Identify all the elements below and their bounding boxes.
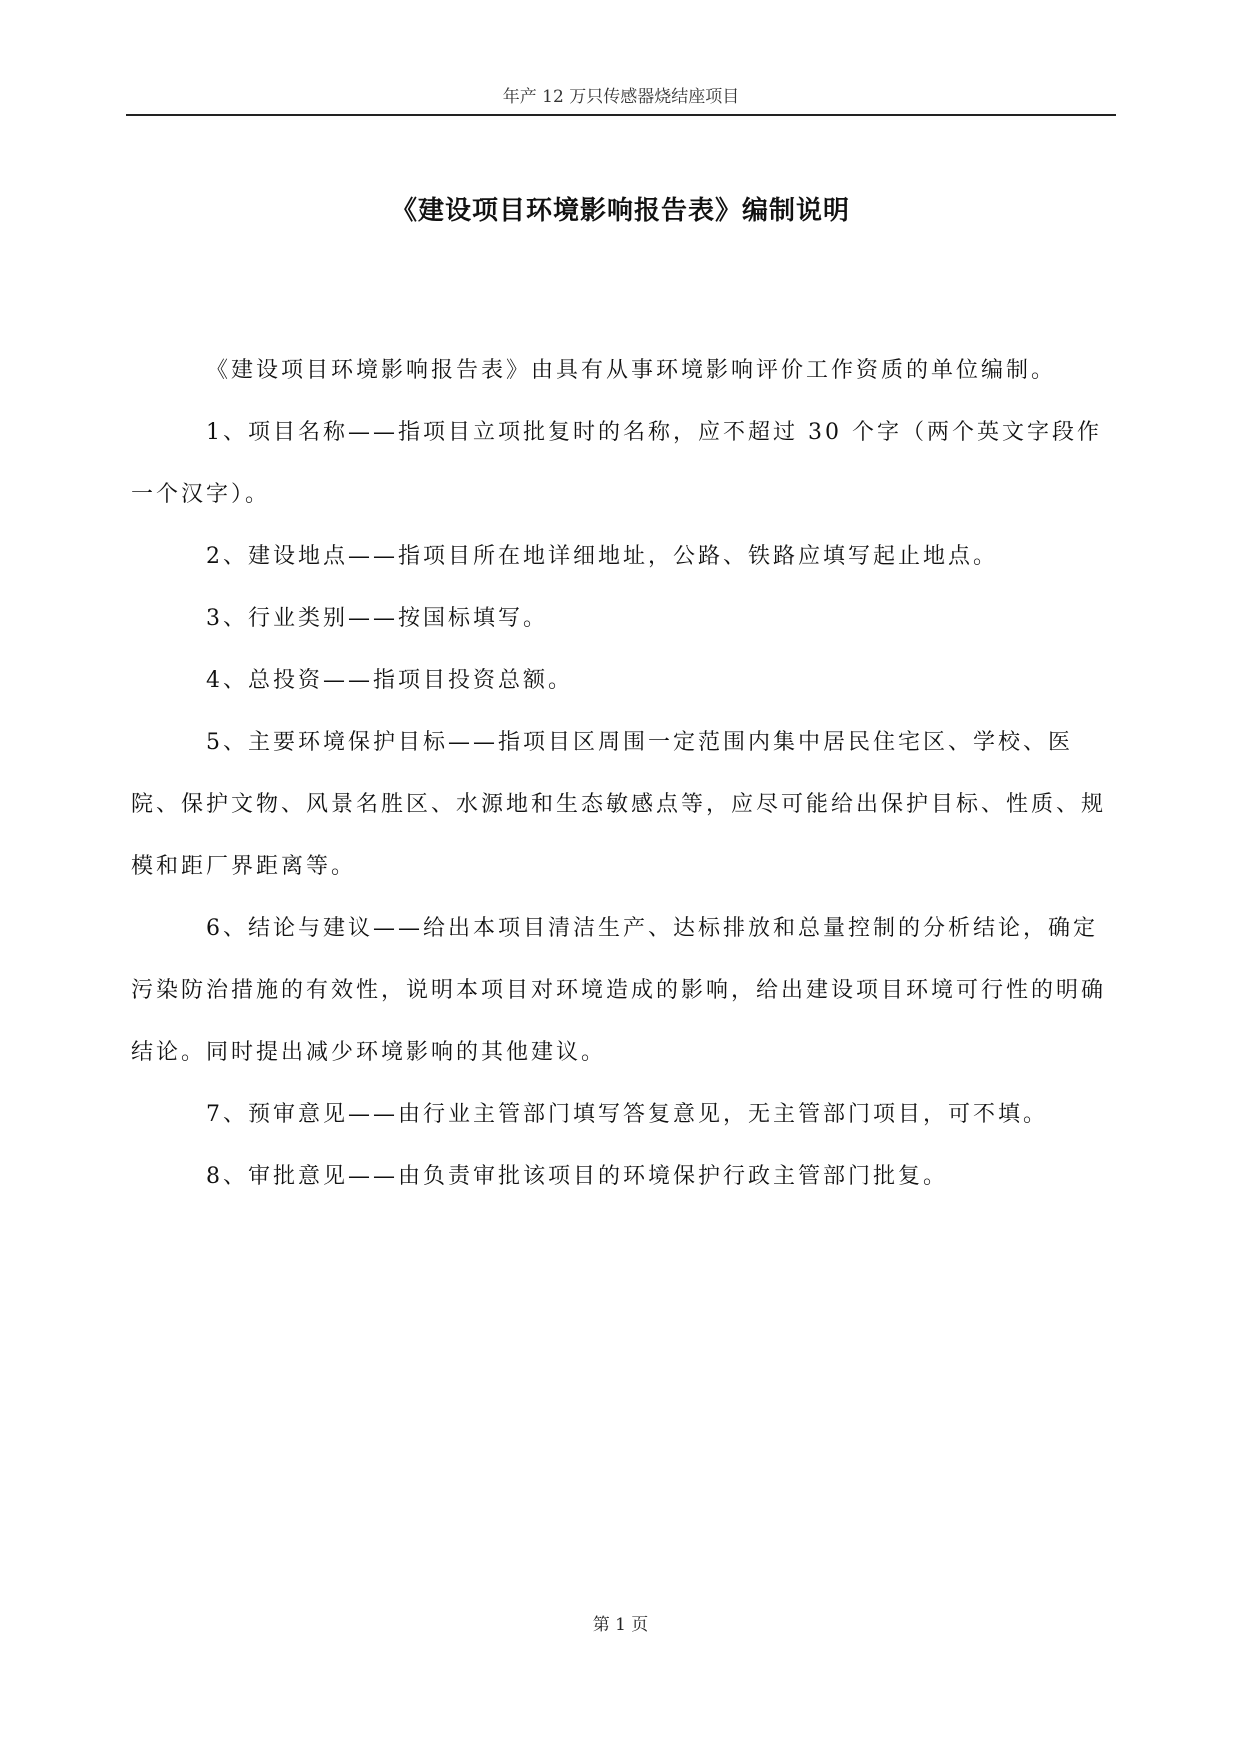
paragraph-item-5: 5、主要环境保护目标——指项目区周围一定范围内集中居民住宅区、学校、医院、保护文物、风景名胜区、水源地和生态敏感点等，应尽可能给出保护目标、性质、规模和距厂界距离等。	[131, 730, 1107, 879]
paragraph-item-2: 2、建设地点——指项目所在地详细地址，公路、铁路应填写起止地点。	[206, 544, 998, 569]
document-title: 《建设项目环境影响报告表》编制说明	[390, 196, 850, 226]
paragraph-item-4: 4、总投资——指项目投资总额。	[206, 668, 573, 693]
page-number: 第 1 页	[592, 1615, 649, 1635]
paragraph-intro: 《建设项目环境影响报告表》由具有从事环境影响评价工作资质的单位编制。	[206, 358, 1057, 383]
header-text: 年产 12 万只传感器烧结座项目	[502, 87, 740, 107]
paragraph-item-8: 8、审批意见——由负责审批该项目的环境保护行政主管部门批复。	[206, 1164, 948, 1189]
page-header	[126, 86, 1116, 116]
paragraph-item-7: 7、预审意见——由行业主管部门填写答复意见，无主管部门项目，可不填。	[206, 1102, 1048, 1127]
paragraph-item-3: 3、行业类别——按国标填写。	[206, 606, 548, 631]
document-body	[131, 340, 1111, 1208]
paragraph-item-6: 6、结论与建议——给出本项目清洁生产、达标排放和总量控制的分析结论，确定污染防治措施的有效性，说明本项目对环境造成的影响，给出建设项目环境可行性的明确结论。同时提出减少环境影响的其他建议。	[131, 916, 1107, 1065]
page-footer	[0, 1614, 1241, 1636]
paragraph-item-1: 1、项目名称——指项目立项批复时的名称，应不超过 30 个字（两个英文字段作一个汉字）。	[131, 420, 1102, 507]
